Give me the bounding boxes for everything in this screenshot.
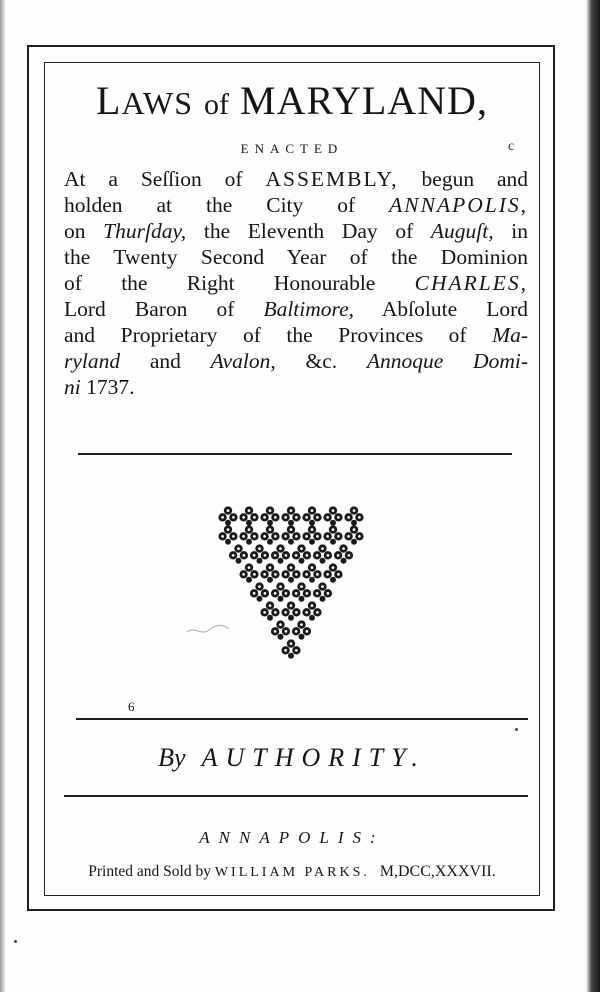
pencil-scribble xyxy=(183,620,253,640)
fleuron-unit xyxy=(229,544,248,563)
fleuron-unit xyxy=(323,525,342,544)
fleuron-unit xyxy=(250,582,269,601)
fleuron-unit xyxy=(323,563,342,582)
fleuron-unit xyxy=(281,601,300,620)
divider-bottom xyxy=(76,718,528,720)
fleuron-unit xyxy=(313,544,332,563)
stray-dot xyxy=(515,728,518,731)
title-state: MARYLAND, xyxy=(240,78,488,123)
page-edge-left xyxy=(0,0,6,992)
printer-name: WILLIAM PARKS. xyxy=(214,865,370,880)
place-of-printing: ANNAPOLIS: xyxy=(199,828,385,847)
body-line: ni 1737. xyxy=(64,375,135,399)
title-of: of xyxy=(204,88,230,121)
divider-authority xyxy=(64,795,528,797)
fleuron-unit xyxy=(313,582,332,601)
divider-top xyxy=(78,453,512,455)
fleuron-unit xyxy=(292,544,311,563)
fleuron-unit xyxy=(334,544,353,563)
body-line: the Twenty Second Year of the Dominion xyxy=(64,245,528,269)
imprint-date: M,DCC,XXXVII. xyxy=(379,863,496,880)
authority-by: By xyxy=(158,743,186,772)
fleuron-unit xyxy=(344,506,363,525)
fleuron-unit xyxy=(250,544,269,563)
fleuron-unit xyxy=(239,525,258,544)
stray-dot xyxy=(14,940,17,943)
body-line: holden at the City of ANNAPOLIS, xyxy=(64,193,528,217)
fleuron-unit xyxy=(260,506,279,525)
fleuron-unit xyxy=(323,506,342,525)
fleuron-unit xyxy=(218,525,237,544)
fleuron-unit xyxy=(218,506,237,525)
fleuron-unit xyxy=(271,544,290,563)
authority-line xyxy=(46,738,538,778)
fleuron-unit xyxy=(281,525,300,544)
fleuron-unit xyxy=(292,620,311,639)
fleuron-unit xyxy=(281,506,300,525)
page-title xyxy=(46,76,538,130)
enacted-label: ENACTED xyxy=(240,141,344,156)
fleuron-unit xyxy=(302,506,321,525)
handwritten-mark: c xyxy=(508,139,515,154)
page-edge-right xyxy=(586,0,600,992)
fleuron-unit xyxy=(302,563,321,582)
title-initial: L xyxy=(96,78,122,123)
fleuron-unit xyxy=(260,563,279,582)
session-description xyxy=(64,166,528,400)
fleuron-unit xyxy=(271,620,290,639)
fleuron-unit xyxy=(260,525,279,544)
fleuron-unit xyxy=(292,582,311,601)
imprint-line xyxy=(46,859,538,886)
body-line: and Proprietary of the Provinces of Ma- xyxy=(64,323,528,347)
fleuron-unit xyxy=(302,601,321,620)
authority-word: AUTHORITY. xyxy=(201,743,426,772)
page-number: 6 xyxy=(128,699,135,714)
fleuron-unit xyxy=(281,639,300,658)
body-line: At a Seſſion of ASSEMBLY, begun and xyxy=(64,167,529,191)
fleuron-unit xyxy=(281,563,300,582)
fleuron-unit xyxy=(302,525,321,544)
body-line: on Thurſday, the Eleventh Day of Auguſt, in xyxy=(64,219,528,243)
fleuron-unit xyxy=(260,601,279,620)
fleuron-unit xyxy=(344,525,363,544)
fleuron-unit xyxy=(271,582,290,601)
imprint-prefix: Printed and Sold by xyxy=(88,863,211,880)
fleuron-unit xyxy=(239,506,258,525)
body-line: ryland and Avalon, &c. Annoque Domi- xyxy=(64,349,528,373)
title-laws-rest: AWS xyxy=(121,85,194,121)
body-line: of the Right Honourable CHARLES, xyxy=(64,271,528,295)
body-line: Lord Baron of Baltimore, Abſolute Lord xyxy=(64,297,528,321)
fleuron-unit xyxy=(239,563,258,582)
